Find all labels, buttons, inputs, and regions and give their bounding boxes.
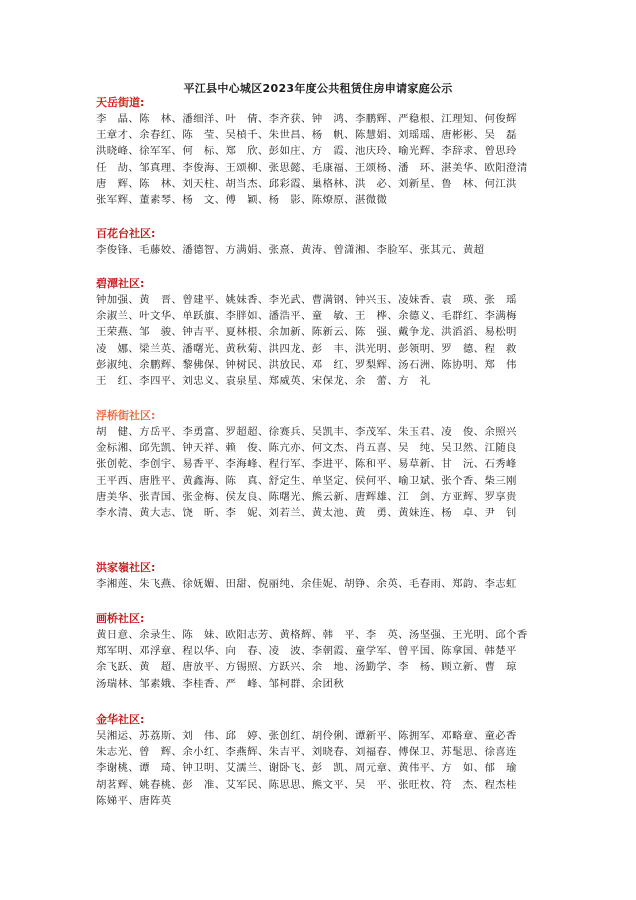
- name-list: [96, 728, 556, 809]
- section-title: 碧潭社区:: [96, 277, 145, 290]
- section-baihuatai: [96, 226, 556, 258]
- section-title: 百花台社区:: [96, 227, 156, 240]
- document-title: 平江县中心城区2023年度公共租赁住房申请家庭公示: [183, 82, 453, 95]
- name-line: 汤瑞林、邹素娥、李桂香、严 峰、邹柯群、余团秋: [96, 677, 345, 690]
- name-line: 李俊锋、毛藤姣、潘德智、方满娟、张熹、黄涛、曾潇湘、李脸军、张其元、黄超: [96, 244, 485, 256]
- name-line: 陈娣平、唐阵英: [96, 794, 172, 807]
- section-jinhua: [96, 712, 556, 809]
- name-line: 吴湘运、苏荔斯、刘 伟、邱 婷、张创红、胡伶俐、谭新平、陈拥军、邓略章、童必香: [96, 730, 517, 742]
- section-hongjialing: [96, 560, 556, 592]
- name-list: [96, 242, 556, 258]
- name-line: 王荣燕、邹 骏、钟吉平、夏林根、余加新、陈新云、陈 强、戴争龙、洪滔滔、易松明: [96, 326, 517, 339]
- name-line: 唐美华、张青国、张金梅、侯友良、陈曙光、熊云新、唐辉雄、江 剑、方亚辉、罗享贵: [96, 490, 517, 503]
- name-line: 唐 辉、陈 林、刘天柱、胡当杰、邱彩霞、巢格林、洪 必、刘新星、鲁 林、何江洪: [96, 177, 517, 190]
- name-line: 凌 娜、梁兰英、潘曙光、黄秋菊、洪四龙、彭 丰、洪光明、彭领明、罗 德、程 救: [96, 342, 517, 355]
- name-line: 李谢桃、谭 琦、钟卫明、艾濡兰、谢卧飞、彭 凯、周元章、黄伟平、方 如、郁 瑜: [96, 762, 517, 775]
- name-list: [96, 111, 556, 208]
- section-title: 浮桥街社区:: [96, 409, 156, 422]
- name-line: 胡 健、方岳平、李勇富、罗超超、徐赛兵、吴凯丰、李茂军、朱玉君、凌 俊、余照兴: [96, 426, 517, 438]
- name-line: 任 劼、邹真理、李俊海、王颂柳、张思懿、毛康福、王颂杨、潘 环、湛美华、欧阳澄清: [96, 161, 528, 174]
- section-title: 金华社区:: [96, 713, 145, 726]
- name-line: 李湘莲、朱飞燕、徐妩媚、田甜、倪丽纯、余佳妮、胡铮、余英、毛春雨、郑韵、李志虹: [96, 578, 517, 590]
- name-line: 王 红、李四平、刘忠义、袁泉星、郑威英、宋保龙、余 蕾、方 礼: [96, 374, 431, 387]
- name-line: 李水清、黄大志、饶 昕、李 妮、刘若兰、黄太池、黄 勇、黄妹连、杨 卓、尹 钊: [96, 506, 517, 519]
- name-line: 王平西、唐胜平、黄鑫海、陈 真、舒定生、单坚定、侯何平、喻卫斌、张个香、柴三刚: [96, 474, 517, 487]
- name-line: 张军辉、董素琴、杨 文、傅 颖、杨 影、陈燎原、湛微微: [96, 193, 388, 206]
- name-list: [96, 627, 556, 692]
- name-line: 李 晶、陈 林、潘细洋、叶 倩、李齐获、钟 鸿、李鹏辉、严稳根、江理知、何俊辉: [96, 113, 517, 125]
- section-title: 洪家嶺社区:: [96, 561, 156, 574]
- name-line: 金标湘、邱先凯、钟天祥、赖 俊、陈亢亦、何文杰、肖五喜、吴 纯、吴卫然、江随良: [96, 442, 517, 455]
- section-tianyue: [96, 95, 556, 208]
- section-bitan: [96, 276, 556, 389]
- name-line: 朱志光、曾 辉、余小红、李燕辉、朱吉平、刘晓春、刘福春、傅保卫、苏髦思、徐喜连: [96, 746, 517, 759]
- name-line: 王章才、余春红、陈 莹、吴楨千、朱世昌、杨 帆、陈慧娟、刘瑶瑶、唐彬彬、吴 磊: [96, 129, 517, 142]
- name-line: 余飞跃、黄 超、唐放平、方锡照、方跃兴、余 地、汤勤学、李 杨、顾立新、曹 琼: [96, 661, 517, 674]
- name-line: 洪晓峰、徐军军、何 标、郑 欣、彭如庄、方 霞、池庆玲、喻光辉、李辞求、曾思玲: [96, 145, 517, 158]
- name-line: 胡茗辉、姚春桃、彭 准、艾军民、陈思思、熊文平、吴 平、张旺枚、符 杰、程杰桂: [96, 778, 517, 791]
- name-line: 钟加强、黄 晋、曾建平、姚妹香、李光武、曹满钢、钟兴玉、凌妹香、袁 瑛、张 瑶: [96, 294, 517, 306]
- section-title: 画桥社区:: [96, 612, 145, 625]
- section-title: 天岳街道:: [96, 96, 145, 109]
- name-list: [96, 292, 556, 389]
- name-line: 彭淑纯、余鹏辉、黎佛保、钟树民、洪放民、邓 红、罗梨辉、汤石洲、陈协明、郑 伟: [96, 358, 517, 371]
- name-line: 黄日意、余录生、陈 妹、欧阳志芳、黄格辉、韩 平、李 英、汤坚强、王光明、邱个香: [96, 629, 528, 641]
- name-list: [96, 424, 556, 521]
- name-line: 郑军明、邓浮章、程以华、向 春、凌 波、李朝霞、童学军、曾平国、陈拿国、韩楚平: [96, 645, 517, 658]
- section-fuqiaojie: [96, 408, 556, 521]
- name-list: [96, 576, 556, 592]
- name-line: 张创乾、李创宇、易香平、李海峰、程行军、李进平、陈和平、易草新、甘 沅、石秀峰: [96, 458, 517, 471]
- name-line: 余淑兰、叶文华、单跃旗、李胖如、潘浩平、童 敏、王 桦、余德义、毛群红、李满梅: [96, 310, 517, 323]
- section-huaqiao: [96, 611, 556, 692]
